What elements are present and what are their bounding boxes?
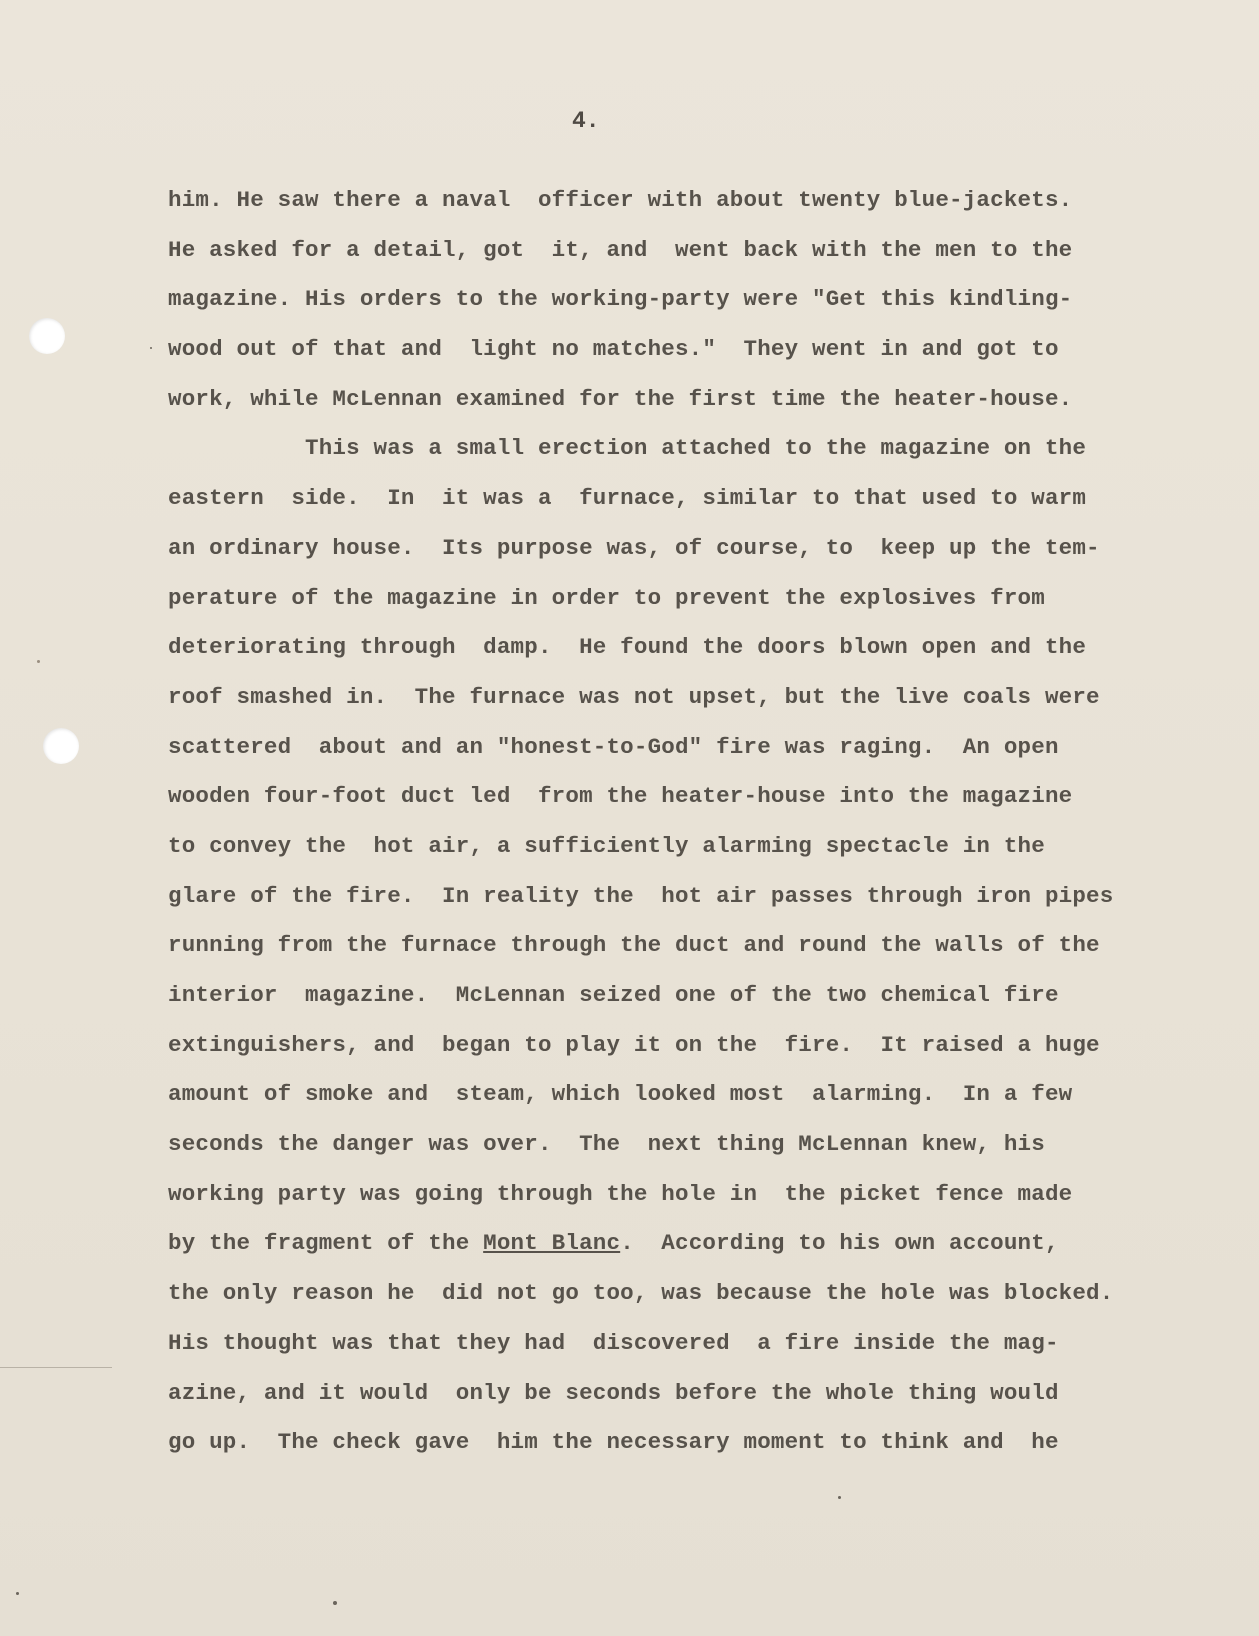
text-line: magazine. His orders to the working-party were "Get this kindling- [168,286,1073,313]
text-line: by the fragment of the Mont Blanc. According to his own account, [168,1230,1059,1257]
ship-name-underlined: Mont Blanc [483,1230,621,1257]
text-line: the only reason he did not go too, was because the hole was blocked. [168,1280,1114,1307]
text-line: to convey the hot air, a sufficiently alarming spectacle in the [168,832,1045,859]
text-line: roof smashed in. The furnace was not upset, but the live coals were [168,683,1100,710]
margin-mark [0,1367,112,1368]
text-line: wood out of that and light no matches." They went in and got to [168,336,1059,363]
text-line: perature of the magazine in order to prevent the explosives from [168,584,1045,611]
text-line: azine, and it would only be seconds before the whole thing would [168,1379,1059,1406]
text-line: seconds the danger was over. The next thing McLennan knew, his [168,1131,1045,1158]
text-line: eastern side. In it was a furnace, similar to that used to warm [168,485,1087,512]
text-line: working party was going through the hole in the picket fence made [168,1180,1073,1207]
text-line: work, while McLennan examined for the first time the heater-house. [168,385,1073,412]
text-line: wooden four-foot duct led from the heater-house into the magazine [168,783,1073,810]
page-number: 4. [572,108,600,134]
text-line: an ordinary house. Its purpose was, of course, to keep up the tem- [168,534,1100,561]
text-line: amount of smoke and steam, which looked most alarming. In a few [168,1081,1073,1108]
paragraph-start-line: This was a small erection attached to the magazine on the [305,435,1087,462]
text-line: glare of the fire. In reality the hot air passes through iron pipes [168,882,1114,909]
text-line: interior magazine. McLennan seized one of the two chemical fire [168,982,1059,1008]
paper-speck [333,1601,337,1605]
text-line: deteriorating through damp. He found the doors blown open and the [168,634,1087,661]
text-line: running from the furnace through the duct and round the walls of the [168,932,1100,959]
text-line: extinguishers, and began to play it on the fire. It raised a huge [168,1031,1100,1058]
text-line: He asked for a detail, got it, and went back with the men to the [168,236,1073,263]
paper-speck [838,1496,841,1499]
text-line: go up. The check gave him the necessary moment to think and he [168,1429,1059,1456]
punch-hole [29,318,65,354]
text-line: him. He saw there a naval officer with about twenty blue-jackets. [168,187,1073,213]
paper-speck [16,1592,19,1595]
text-line: His thought was that they had discovered a fire inside the mag- [168,1329,1059,1356]
typed-body-text [168,176,1208,1468]
punch-hole [43,728,79,764]
paper-speck [150,347,152,349]
text-line: scattered about and an "honest-to-God" fire was raging. An open [168,733,1059,760]
paper-speck [37,660,40,663]
